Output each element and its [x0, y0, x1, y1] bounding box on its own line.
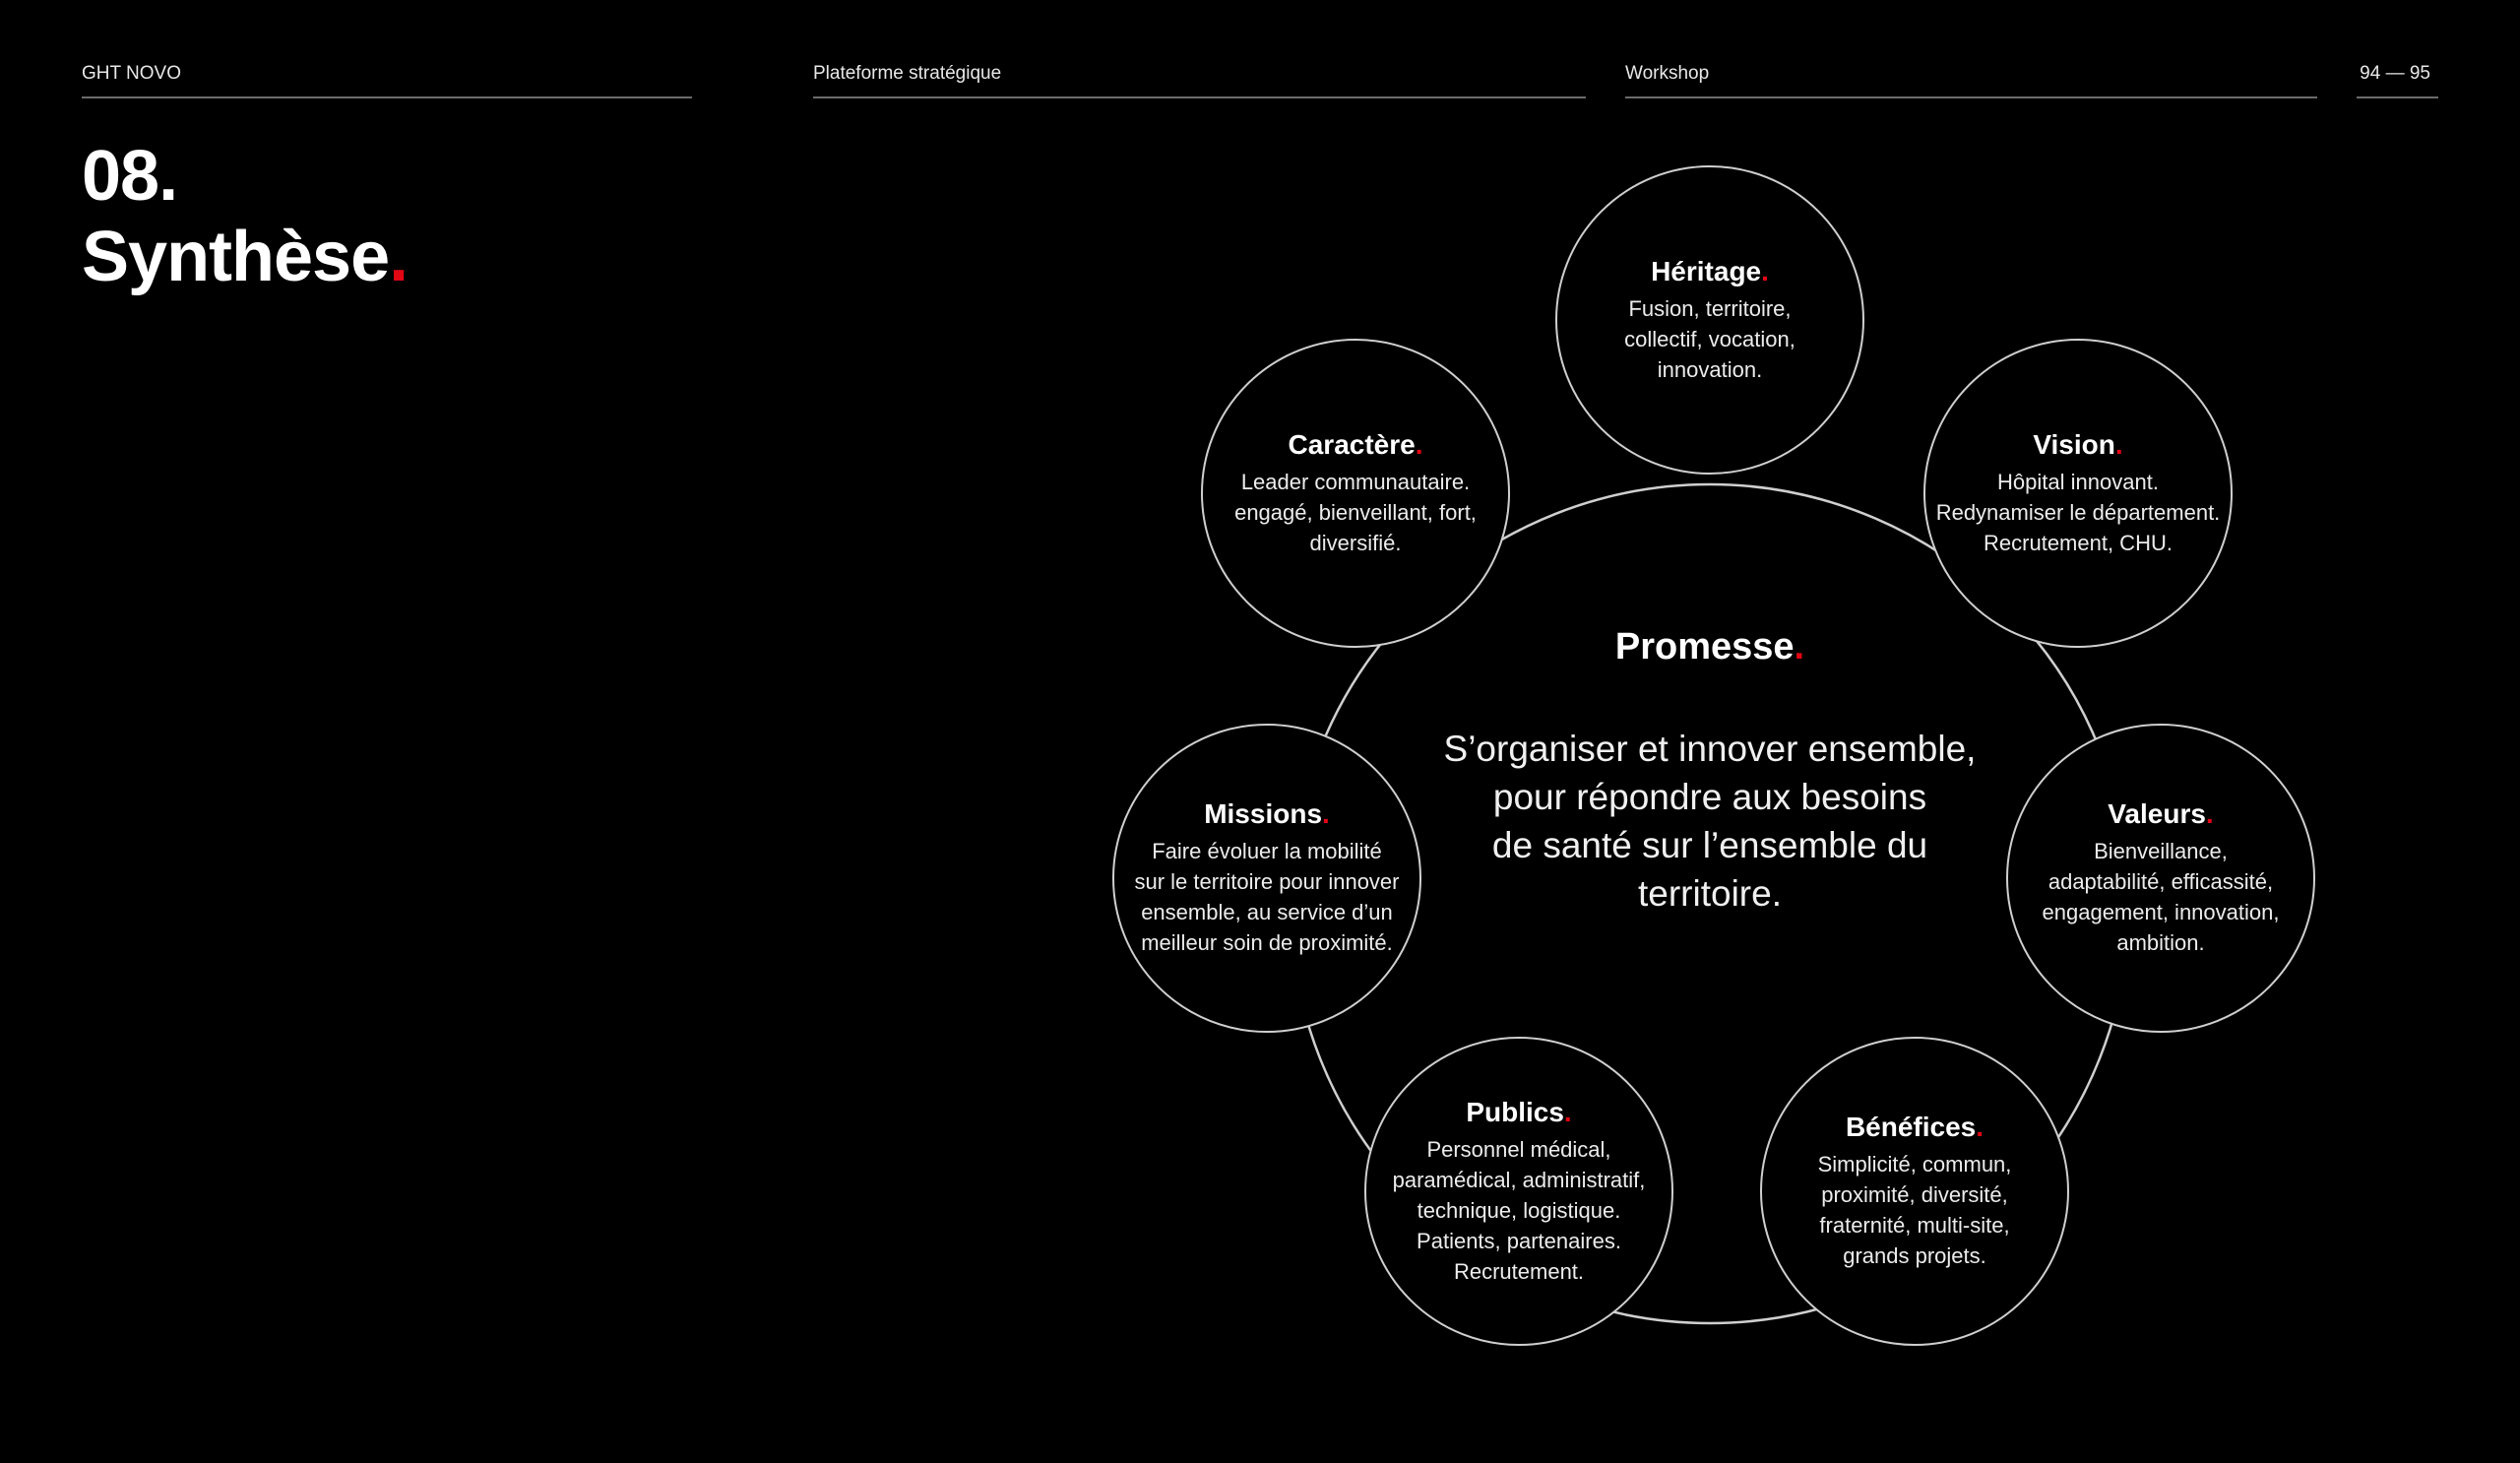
- header-brand: GHT NOVO: [82, 63, 692, 98]
- node-description-line: Hôpital innovant.: [1997, 469, 2159, 494]
- node-title: [2033, 429, 2122, 461]
- accent-dot: .: [1563, 1096, 1572, 1127]
- accent-dot: .: [1794, 626, 1805, 668]
- accent-dot: .: [389, 218, 409, 296]
- node-description-line: fraternité, multi-site,: [1819, 1213, 2010, 1238]
- node-description-line: Redynamiser le département.: [1935, 499, 2221, 525]
- promise-line: S’organiser et innover ensemble,: [1443, 729, 1977, 769]
- node-description-line: sur le territoire pour innover: [1134, 869, 1400, 894]
- node-description-line: Leader communautaire.: [1240, 469, 1471, 494]
- node-title: [1204, 798, 1330, 830]
- node-description-line: meilleur soin de proximité.: [1141, 930, 1393, 955]
- node-title-text: Héritage: [1651, 255, 1762, 286]
- node-description-line: proximité, diversité,: [1821, 1182, 2008, 1207]
- accent-dot: .: [2205, 798, 2214, 829]
- node-description-line: technique, logistique.: [1417, 1197, 1621, 1223]
- accent-dot: .: [1976, 1112, 1984, 1142]
- header-document: Plateforme stratégique: [813, 63, 1586, 98]
- promise-line: territoire.: [1638, 873, 1782, 914]
- node-description: [2043, 836, 2280, 958]
- accent-dot: .: [1415, 428, 1423, 460]
- accent-dot: .: [1761, 255, 1769, 286]
- promise-line: pour répondre aux besoins: [1492, 777, 1927, 817]
- node-description-line: engagé, bienveillant, fort,: [1234, 499, 1477, 525]
- node-description-line: adaptabilité, efficassité,: [2048, 869, 2274, 894]
- node-description-line: Simplicité, commun,: [1817, 1152, 2012, 1177]
- accent-dot: .: [2114, 428, 2123, 460]
- node-description-line: Bienveillance,: [2094, 839, 2228, 863]
- accent-dot: .: [1322, 798, 1330, 829]
- node-description: [1936, 467, 2221, 558]
- node-description-line: Recrutement, CHU.: [1984, 530, 2173, 555]
- node-description-line: innovation.: [1657, 356, 1763, 382]
- node-description-line: Fusion, territoire,: [1628, 295, 1792, 321]
- header-chapter: Workshop: [1625, 63, 2317, 98]
- node-description-line: engagement, innovation,: [2042, 900, 2280, 924]
- section-title: Synthèse.: [82, 218, 409, 296]
- node-description-line: paramédical, administratif,: [1392, 1167, 1646, 1192]
- node-title-text: Caractère: [1288, 428, 1416, 460]
- node-title: [2108, 798, 2213, 830]
- node-description-line: collectif, vocation,: [1624, 326, 1796, 351]
- node-title: [1651, 256, 1769, 287]
- node-description-line: Patients, partenaires.: [1417, 1228, 1621, 1253]
- node-description: [1624, 293, 1796, 385]
- node-description: [1134, 836, 1399, 958]
- node-title-text: Vision: [2033, 428, 2115, 460]
- node-title: [1466, 1097, 1571, 1128]
- node-description: [1234, 467, 1477, 558]
- node-description-line: diversifié.: [1309, 530, 1402, 555]
- promise-line: de santé sur l’ensemble du: [1491, 825, 1928, 865]
- node-title-text: Valeurs: [2108, 798, 2206, 829]
- header-page-number: 94 — 95: [2357, 63, 2438, 98]
- node-publics: [1364, 1037, 1673, 1346]
- promise-text: [1385, 725, 2035, 918]
- node-title-text: Publics: [1466, 1096, 1564, 1127]
- node-description-line: grands projets.: [1843, 1243, 1986, 1268]
- node-description-line: Faire évoluer la mobilité: [1152, 839, 1382, 863]
- node-description-line: Personnel médical,: [1426, 1136, 1611, 1162]
- node-title-text: Missions: [1204, 798, 1323, 829]
- promise-title: Promesse.: [1614, 626, 1805, 668]
- node-title-text: Bénéfices: [1845, 1112, 1977, 1142]
- node-description: [1393, 1134, 1646, 1287]
- node-caractere: [1201, 339, 1510, 648]
- node-title: [1846, 1112, 1984, 1143]
- node-description: [1818, 1149, 2012, 1271]
- node-valeurs: [2006, 724, 2315, 1033]
- node-missions: [1112, 724, 1421, 1033]
- node-vision: [1923, 339, 2233, 648]
- node-description-line: ambition.: [2116, 930, 2205, 955]
- node-heritage: [1555, 165, 1864, 475]
- node-description-line: Recrutement.: [1453, 1258, 1585, 1284]
- node-benefices: [1760, 1037, 2069, 1346]
- section-number: 08.: [82, 137, 178, 216]
- node-title: [1289, 429, 1423, 461]
- node-description-line: ensemble, au service d’un: [1141, 900, 1393, 924]
